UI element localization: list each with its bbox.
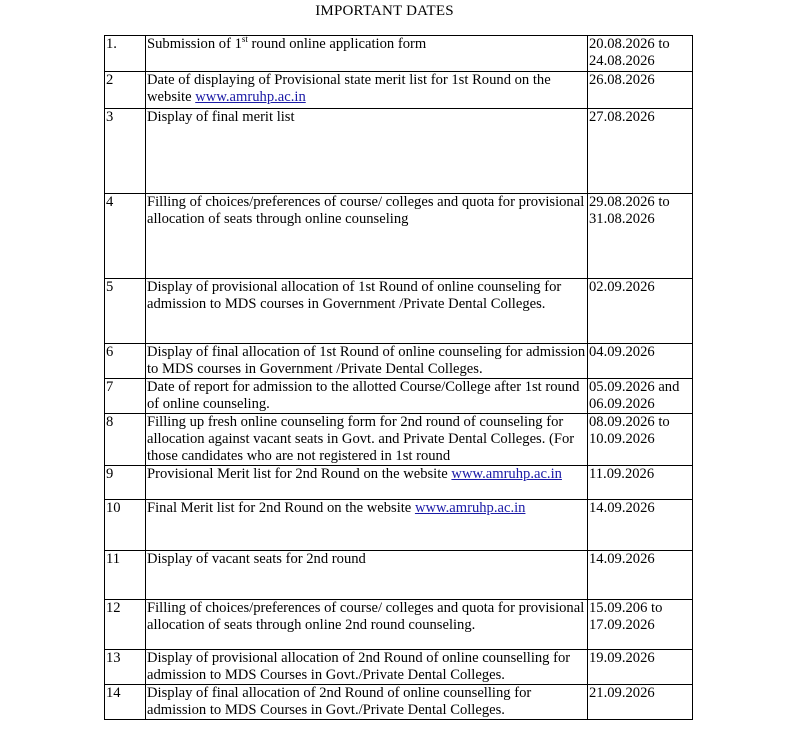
ordinal-superscript: st — [241, 35, 248, 45]
row-number: 12 — [105, 600, 146, 650]
row-description: Display of final allocation of 2nd Round of online counselling for admission to MDS Courses in Govt./Private Dental Colleges. — [146, 685, 588, 720]
row-number: 7 — [105, 379, 146, 414]
row-date: 20.08.2026 to 24.08.2026 — [588, 36, 693, 72]
page-title: IMPORTANT DATES — [315, 3, 454, 19]
table-row — [105, 650, 693, 685]
row-number: 10 — [105, 500, 146, 551]
row-date: 14.09.2026 — [588, 500, 693, 551]
row-date: 08.09.2026 to 10.09.2026 — [588, 414, 693, 466]
row-date: 14.09.2026 — [588, 551, 693, 600]
table-row — [105, 379, 693, 414]
row-number: 6 — [105, 344, 146, 379]
row-description: Display of vacant seats for 2nd round — [146, 551, 588, 600]
website-link[interactable]: www.amruhp.ac.in — [451, 466, 562, 482]
row-number: 5 — [105, 279, 146, 344]
row-description: Filling of choices/preferences of course/ colleges and quota for provisional allocation of seats through online counseling — [146, 194, 588, 279]
row-number: 13 — [105, 650, 146, 685]
row-description: Display of provisional allocation of 1st Round of online counseling for admission to MDS courses in Government /Private Dental Colleges. — [146, 279, 588, 344]
row-description: Display of final merit list — [146, 109, 588, 194]
table-row — [105, 600, 693, 650]
table-row — [105, 466, 693, 500]
table-row — [105, 109, 693, 194]
row-description: Submission of 1st round online application form — [146, 36, 588, 72]
row-date: 21.09.2026 — [588, 685, 693, 720]
row-description: Date of displaying of Provisional state merit list for 1st Round on the website www.amruhp.ac.in — [146, 72, 588, 109]
row-date: 02.09.2026 — [588, 279, 693, 344]
row-description: Filling of choices/preferences of course/ colleges and quota for provisional allocation of seats through online 2nd round counseling. — [146, 600, 588, 650]
row-date: 15.09.206 to 17.09.2026 — [588, 600, 693, 650]
row-description: Display of final allocation of 1st Round of online counseling for admission to MDS courses in Government /Private Dental Colleges. — [146, 344, 588, 379]
table-row — [105, 551, 693, 600]
table-row — [105, 36, 693, 72]
table-row — [105, 72, 693, 109]
row-number: 11 — [105, 551, 146, 600]
row-number: 14 — [105, 685, 146, 720]
row-description: Date of report for admission to the allotted Course/College after 1st round of online counseling. — [146, 379, 588, 414]
row-date: 29.08.2026 to 31.08.2026 — [588, 194, 693, 279]
table-row — [105, 500, 693, 551]
row-number: 2 — [105, 72, 146, 109]
important-dates-table — [104, 35, 693, 720]
row-date: 11.09.2026 — [588, 466, 693, 500]
website-link[interactable]: www.amruhp.ac.in — [414, 500, 526, 516]
row-number: 9 — [105, 466, 146, 500]
row-date: 19.09.2026 — [588, 650, 693, 685]
row-number: 8 — [105, 414, 146, 466]
row-date: 26.08.2026 — [588, 72, 693, 109]
table-row — [105, 194, 693, 279]
table-row — [105, 685, 693, 720]
row-date: 04.09.2026 — [588, 344, 693, 379]
table-row — [105, 279, 693, 344]
row-number: 1. — [105, 36, 146, 72]
row-description: Final Merit list for 2nd Round on the website www.amruhp.ac.in — [146, 500, 588, 551]
row-description: Filling up fresh online counseling form for 2nd round of counseling for allocation against vacant seats in Govt. and Private Dental Colleges. (For those candidates who are not registered in 1st round — [146, 414, 588, 466]
row-description: Display of provisional allocation of 2nd Round of online counselling for admission to MDS Courses in Govt./Private Dental Colleges. — [146, 650, 588, 685]
row-number: 4 — [105, 194, 146, 279]
table-row — [105, 344, 693, 379]
row-description: Provisional Merit list for 2nd Round on the website www.amruhp.ac.in — [146, 466, 588, 500]
row-date: 05.09.2026 and 06.09.2026 — [588, 379, 693, 414]
website-link[interactable]: www.amruhp.ac.in — [195, 89, 306, 105]
row-number: 3 — [105, 109, 146, 194]
row-date: 27.08.2026 — [588, 109, 693, 194]
table-row — [105, 414, 693, 466]
